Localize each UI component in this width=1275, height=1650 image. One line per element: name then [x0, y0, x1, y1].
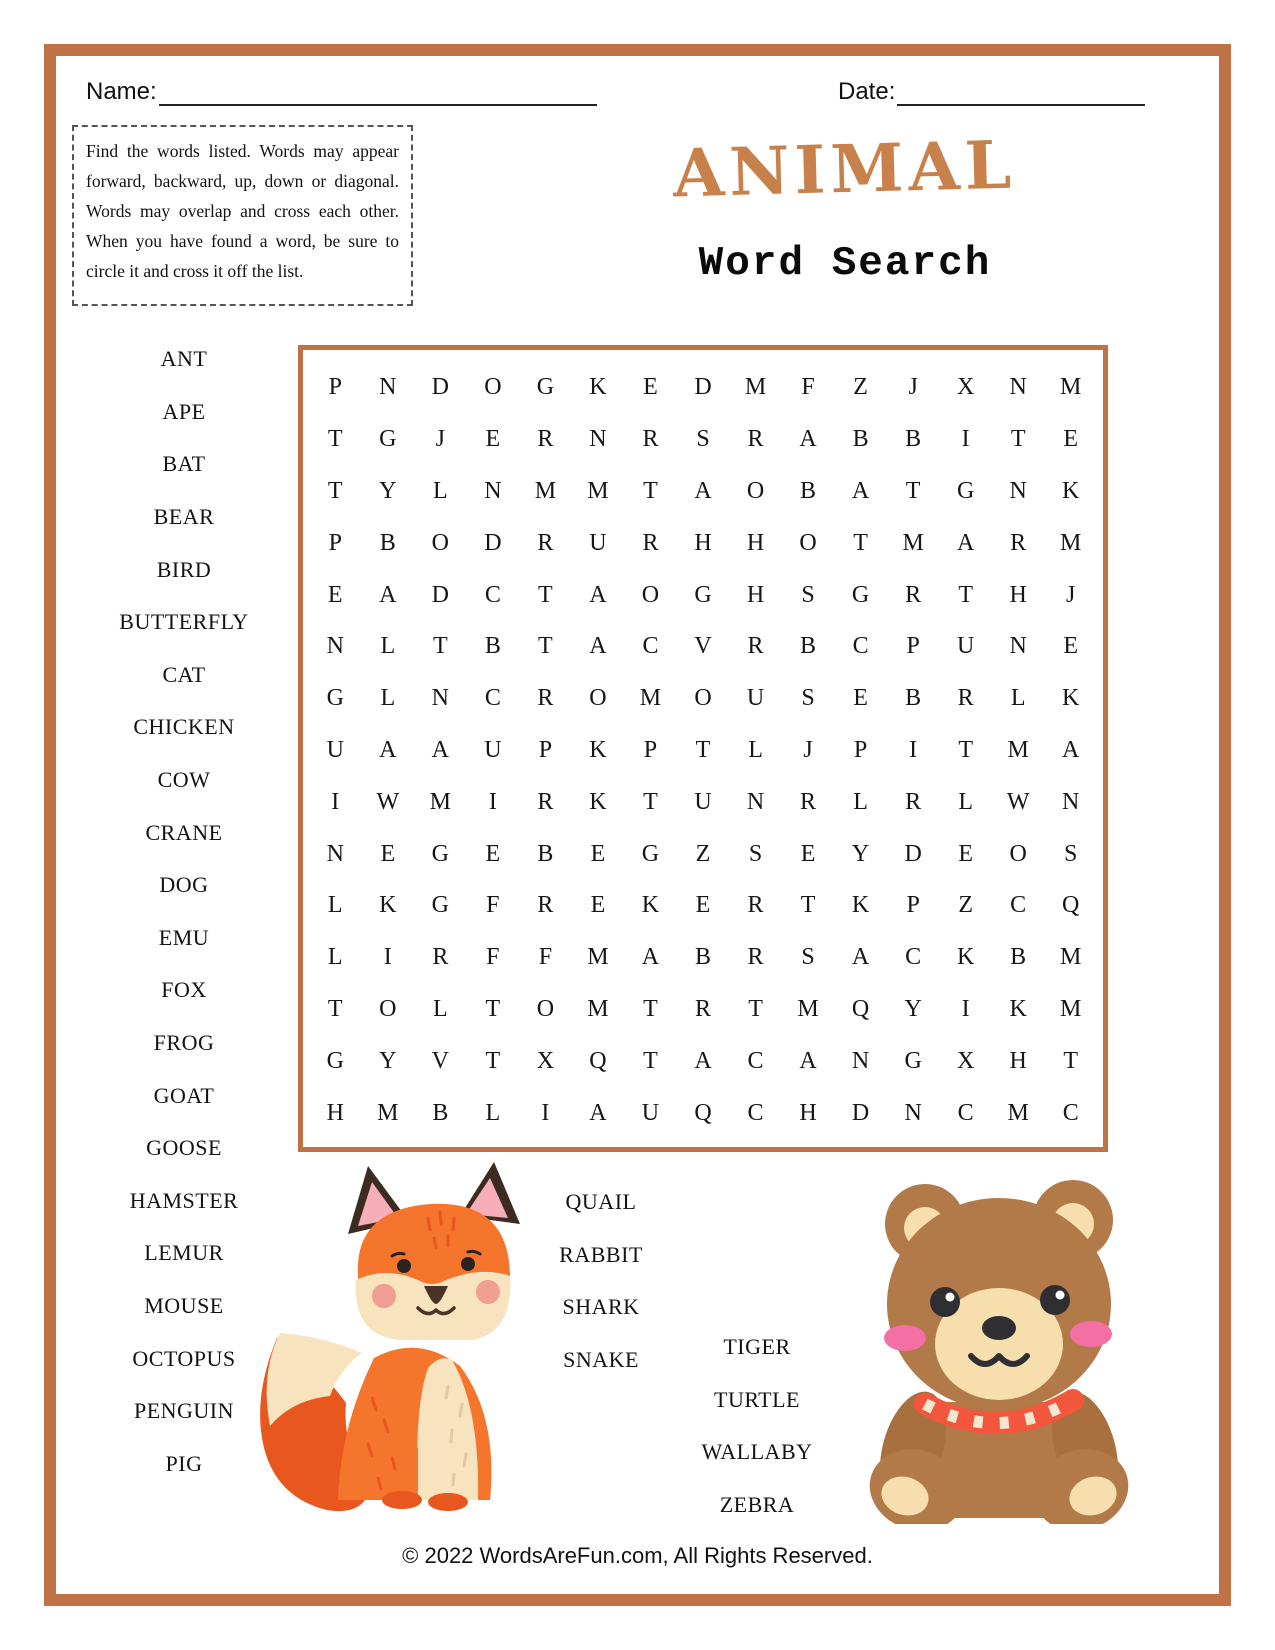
grid-letter: T — [538, 633, 553, 660]
grid-letter: L — [432, 477, 448, 504]
grid-letter: N — [326, 633, 344, 660]
grid-letter: T — [432, 633, 448, 660]
word-list-item: MOUSE — [144, 1292, 224, 1318]
grid-letter: I — [488, 788, 497, 815]
grid-letter: H — [326, 1099, 344, 1126]
grid-letter: A — [851, 944, 870, 971]
grid-letter: G — [326, 1047, 344, 1074]
name-blank-line — [159, 78, 597, 106]
grid-letter: J — [908, 374, 918, 401]
grid-letter: B — [905, 426, 922, 453]
grid-letter: E — [853, 685, 868, 712]
word-list-item: CAT — [162, 661, 206, 687]
grid-letter: E — [327, 581, 343, 608]
grid-letter: N — [589, 426, 607, 453]
grid-letter: C — [1062, 1099, 1079, 1126]
grid-letter: T — [327, 995, 343, 1022]
word-list-item: OCTOPUS — [132, 1345, 236, 1371]
grid-letter: C — [642, 633, 659, 660]
grid-letter: A — [431, 736, 449, 763]
word-list-item: ANT — [160, 346, 208, 372]
grid-letter: K — [589, 374, 607, 401]
grid-letter: L — [327, 892, 343, 919]
grid-letter: G — [326, 685, 344, 712]
page-title: ANIMAL — [672, 125, 1018, 213]
grid-letter: M — [797, 995, 819, 1022]
grid-letter: G — [694, 581, 712, 608]
grid-letter: L — [748, 736, 763, 763]
word-search-grid — [298, 345, 1108, 1152]
word-list-item: DOG — [159, 872, 209, 898]
grid-letter: T — [327, 426, 343, 453]
grid-letter: M — [587, 995, 609, 1022]
grid-letter: R — [642, 529, 659, 556]
grid-letter: G — [851, 581, 870, 608]
word-list-item: FROG — [153, 1030, 215, 1056]
grid-letter: B — [905, 685, 922, 712]
grid-letter: Y — [379, 477, 397, 504]
grid-letter: L — [1010, 685, 1026, 712]
grid-letter: K — [851, 892, 870, 919]
grid-letter: I — [383, 944, 392, 971]
grid-letter: P — [328, 374, 342, 401]
grid-letter: L — [958, 788, 973, 815]
grid-letter: M — [534, 477, 557, 504]
grid-letter: E — [695, 892, 711, 919]
date-label: Date: — [838, 78, 896, 105]
grid-letter: J — [1066, 581, 1076, 608]
grid-letter: A — [589, 581, 607, 608]
grid-letter: D — [431, 581, 449, 608]
grid-letter: B — [484, 633, 501, 660]
grid-letter: R — [747, 633, 764, 660]
grid-letter: R — [537, 426, 554, 453]
grid-letter: K — [956, 944, 975, 971]
grid-letter: P — [906, 633, 920, 660]
grid-letter: G — [536, 374, 555, 401]
grid-letter: M — [587, 944, 609, 971]
word-list-item: TIGER — [723, 1334, 791, 1360]
grid-letter: M — [429, 788, 451, 815]
grid-letter: O — [431, 529, 449, 556]
grid-letter: E — [590, 892, 606, 919]
grid-letter: N — [1009, 374, 1027, 401]
grid-letter: H — [1009, 581, 1027, 608]
grid-letter: T — [327, 477, 343, 504]
grid-letter: N — [326, 840, 344, 867]
grid-letter: J — [435, 426, 445, 453]
word-list-item: BUTTERFLY — [119, 609, 249, 635]
grid-letter: K — [379, 892, 397, 919]
grid-letter: A — [589, 1099, 607, 1126]
grid-letter: D — [851, 1099, 870, 1126]
grid-letter: X — [536, 1047, 555, 1074]
grid-letter: U — [956, 633, 975, 660]
grid-letter: R — [747, 944, 764, 971]
word-list-item: RABBIT — [559, 1241, 643, 1267]
grid-letter: M — [1060, 529, 1082, 556]
grid-letter: L — [327, 944, 343, 971]
grid-letter: N — [379, 374, 397, 401]
word-list-item: BEAR — [153, 504, 215, 530]
grid-letter: N — [431, 685, 449, 712]
grid-letter: N — [746, 788, 765, 815]
grid-letter: M — [902, 529, 924, 556]
grid-letter: F — [538, 944, 553, 971]
grid-letter: O — [379, 995, 397, 1022]
grid-letter: T — [485, 1047, 501, 1074]
grid-letter: C — [957, 1099, 974, 1126]
word-list-item: LEMUR — [144, 1240, 224, 1266]
bear-illustration — [833, 1152, 1167, 1524]
word-list-item: TURTLE — [714, 1386, 800, 1412]
grid-letter: K — [1062, 477, 1080, 504]
grid-letter: T — [958, 581, 973, 608]
grid-letter: E — [643, 374, 658, 401]
grid-letter: A — [851, 477, 870, 504]
word-list-item: PENGUIN — [133, 1398, 235, 1424]
grid-letter: R — [1010, 529, 1027, 556]
grid-letter: B — [432, 1099, 449, 1126]
grid-letter: T — [485, 995, 501, 1022]
grid-letter: L — [432, 995, 448, 1022]
grid-letter: S — [696, 426, 710, 453]
grid-letter: Q — [1062, 892, 1080, 919]
grid-letter: T — [958, 736, 973, 763]
word-list-item: HAMSTER — [129, 1187, 239, 1213]
grid-letter: F — [486, 944, 500, 971]
grid-letter: B — [800, 477, 817, 504]
grid-letter: H — [746, 529, 765, 556]
grid-letter: R — [642, 426, 659, 453]
grid-letter: T — [800, 892, 816, 919]
grid-letter: L — [853, 788, 868, 815]
grid-letter: R — [537, 892, 554, 919]
grid-letter: U — [641, 1099, 660, 1126]
grid-letter: V — [694, 633, 712, 660]
page-subtitle: Word Search — [698, 241, 992, 287]
grid-letter: R — [694, 995, 711, 1022]
grid-letter: A — [694, 477, 712, 504]
grid-letter: F — [486, 892, 500, 919]
grid-letter: W — [1006, 788, 1030, 815]
grid-letter: H — [799, 1099, 817, 1126]
grid-letter: A — [1062, 736, 1080, 763]
grid-letter: T — [905, 477, 921, 504]
grid-letter: D — [694, 374, 712, 401]
grid-letter: E — [800, 840, 816, 867]
grid-letter: A — [694, 1047, 712, 1074]
grid-letter: Z — [958, 892, 973, 919]
copyright-text: © 2022 WordsAreFun.com, All Rights Reserved. — [402, 1543, 873, 1568]
grid-letter: T — [695, 736, 711, 763]
grid-letter: T — [538, 581, 553, 608]
grid-letter: U — [694, 788, 712, 815]
grid-letter: S — [801, 581, 815, 608]
grid-letter: N — [1009, 477, 1027, 504]
grid-letter: P — [538, 736, 553, 763]
grid-letter: M — [1060, 374, 1082, 401]
grid-letter: C — [747, 1099, 764, 1126]
grid-letter: R — [800, 788, 817, 815]
grid-letter: T — [643, 788, 658, 815]
date-field — [838, 78, 1145, 106]
grid-letter: E — [380, 840, 396, 867]
grid-letter: O — [1009, 840, 1027, 867]
grid-letter: I — [541, 1099, 550, 1126]
grid-letter: Y — [904, 995, 922, 1022]
grid-letter: T — [1010, 426, 1026, 453]
grid-letter: M — [1060, 944, 1082, 971]
grid-letter: C — [852, 633, 869, 660]
grid-letter: D — [484, 529, 502, 556]
grid-letter: Q — [589, 1047, 607, 1074]
grid-letter: Q — [851, 995, 870, 1022]
grid-letter: C — [484, 685, 501, 712]
word-list-item: COW — [157, 767, 211, 793]
grid-letter: N — [904, 1099, 922, 1126]
grid-letter: R — [537, 788, 554, 815]
grid-letter: R — [957, 685, 974, 712]
grid-letter: Y — [851, 840, 870, 867]
grid-letter: S — [1064, 840, 1078, 867]
grid-letter: I — [909, 736, 918, 763]
grid-letter: D — [431, 374, 449, 401]
grid-letter: B — [852, 426, 869, 453]
word-list-item: ZEBRA — [719, 1492, 795, 1518]
grid-letter: E — [1063, 426, 1079, 453]
grid-letter: Z — [695, 840, 711, 867]
grid-letter: I — [331, 788, 340, 815]
grid-letter: W — [376, 788, 400, 815]
grid-letter: T — [1063, 1047, 1079, 1074]
grid-letter: O — [641, 581, 660, 608]
grid-letter: O — [799, 529, 817, 556]
grid-letter: Y — [379, 1047, 397, 1074]
grid-letter: O — [536, 995, 555, 1022]
grid-letter: M — [1007, 1099, 1029, 1126]
grid-letter: U — [589, 529, 607, 556]
grid-letter: M — [744, 374, 767, 401]
grid-letter: R — [747, 892, 764, 919]
grid-letter: P — [643, 736, 658, 763]
grid-letter: N — [1009, 633, 1027, 660]
grid-letter: B — [1010, 944, 1027, 971]
grid-letter: I — [961, 995, 970, 1022]
grid-letter: M — [587, 477, 609, 504]
word-list-item: WALLABY — [701, 1439, 813, 1465]
grid-letter: O — [589, 685, 607, 712]
grid-letter: M — [377, 1099, 399, 1126]
grid-letter: X — [956, 374, 975, 401]
grid-letter: G — [641, 840, 660, 867]
word-list-item: QUAIL — [565, 1189, 637, 1215]
grid-letter: S — [801, 685, 815, 712]
grid-letter: A — [379, 581, 397, 608]
word-list-item: SHARK — [562, 1294, 640, 1320]
grid-letter: R — [432, 944, 449, 971]
grid-letter: H — [1009, 1047, 1027, 1074]
grid-letter: C — [905, 944, 922, 971]
word-list-item: CRANE — [145, 819, 223, 845]
grid-letter: K — [1062, 685, 1080, 712]
grid-letter: G — [431, 840, 449, 867]
grid-letter: T — [853, 529, 868, 556]
grid-letter: C — [484, 581, 501, 608]
grid-letter: P — [906, 892, 920, 919]
grid-letter: U — [326, 736, 344, 763]
grid-letter: G — [379, 426, 397, 453]
grid-letter: N — [851, 1047, 870, 1074]
grid-letter: O — [694, 685, 712, 712]
word-list-item: CHICKEN — [133, 714, 235, 740]
grid-letter: C — [1010, 892, 1027, 919]
word-list-right — [670, 1321, 844, 1531]
word-list-item: BAT — [162, 451, 206, 477]
grid-letter: M — [1007, 736, 1029, 763]
grid-letter: P — [328, 529, 342, 556]
grid-letter: B — [537, 840, 554, 867]
grid-letter: D — [904, 840, 922, 867]
grid-letter: L — [380, 633, 396, 660]
grid-letter: R — [905, 788, 922, 815]
grid-letter: T — [643, 995, 658, 1022]
name-field — [86, 78, 597, 106]
grid-letter: Z — [853, 374, 868, 401]
grid-letter: B — [694, 944, 711, 971]
grid-letter: B — [800, 633, 817, 660]
grid-letter: M — [639, 685, 662, 712]
grid-letter: E — [1063, 633, 1079, 660]
grid-letter: R — [537, 529, 554, 556]
grid-letter: B — [379, 529, 396, 556]
grid-letter: E — [485, 840, 501, 867]
grid-letter: T — [643, 477, 658, 504]
word-list-item: EMU — [158, 924, 210, 950]
word-list-item: APE — [162, 398, 206, 424]
grid-letter: O — [746, 477, 765, 504]
grid-letter: T — [748, 995, 763, 1022]
word-list-item: BIRD — [156, 556, 212, 582]
grid-letter: C — [747, 1047, 764, 1074]
grid-letter: E — [590, 840, 606, 867]
grid-letter: K — [589, 736, 607, 763]
grid-letter: G — [904, 1047, 922, 1074]
grid-letter: E — [485, 426, 501, 453]
grid-letter: A — [799, 1047, 817, 1074]
word-list-item: FOX — [161, 977, 207, 1003]
grid-letter: H — [694, 529, 712, 556]
word-list-item: GOOSE — [146, 1135, 222, 1161]
word-list-item: PIG — [165, 1450, 203, 1476]
grid-letter: A — [641, 944, 660, 971]
grid-letter: L — [380, 685, 396, 712]
grid-letter: K — [589, 788, 607, 815]
grid-letter: M — [1060, 995, 1082, 1022]
grid-letter: A — [379, 736, 397, 763]
grid-letter: L — [485, 1099, 501, 1126]
name-label: Name: — [86, 78, 157, 105]
grid-letter: G — [956, 477, 975, 504]
grid-letter: K — [1009, 995, 1027, 1022]
grid-letter: S — [748, 840, 763, 867]
grid-letter: S — [801, 944, 815, 971]
title-block — [645, 120, 1045, 287]
grid-letter: P — [853, 736, 868, 763]
grid-letter: K — [641, 892, 660, 919]
grid-letter: N — [1062, 788, 1080, 815]
grid-letter: U — [746, 685, 765, 712]
grid-letter: N — [484, 477, 502, 504]
grid-letter: Q — [694, 1099, 712, 1126]
grid-letter: R — [747, 426, 764, 453]
grid-letters — [309, 362, 1097, 1139]
grid-letter: R — [537, 685, 554, 712]
fox-illustration — [222, 1148, 544, 1520]
grid-letter: T — [643, 1047, 658, 1074]
grid-letter: E — [958, 840, 973, 867]
grid-letter: H — [746, 581, 765, 608]
grid-letter: U — [484, 736, 502, 763]
word-list-item: GOAT — [153, 1082, 215, 1108]
grid-letter: G — [431, 892, 449, 919]
grid-letter: X — [956, 1047, 975, 1074]
grid-letter: F — [801, 374, 815, 401]
grid-letter: A — [589, 633, 607, 660]
date-blank-line — [897, 78, 1145, 106]
grid-letter: R — [905, 581, 922, 608]
instructions-box: Find the words listed. Words may appear forward, backward, up, down or diagonal. Words may overlap and cross each other. When you have found a word, be sure to circle it and cross it off the list. — [72, 125, 413, 306]
grid-letter: I — [961, 426, 970, 453]
grid-letter: A — [956, 529, 975, 556]
word-list-item: SNAKE — [563, 1347, 639, 1373]
grid-letter: O — [484, 374, 502, 401]
grid-letter: J — [803, 736, 813, 763]
grid-letter: V — [431, 1047, 449, 1074]
grid-letter: A — [799, 426, 817, 453]
